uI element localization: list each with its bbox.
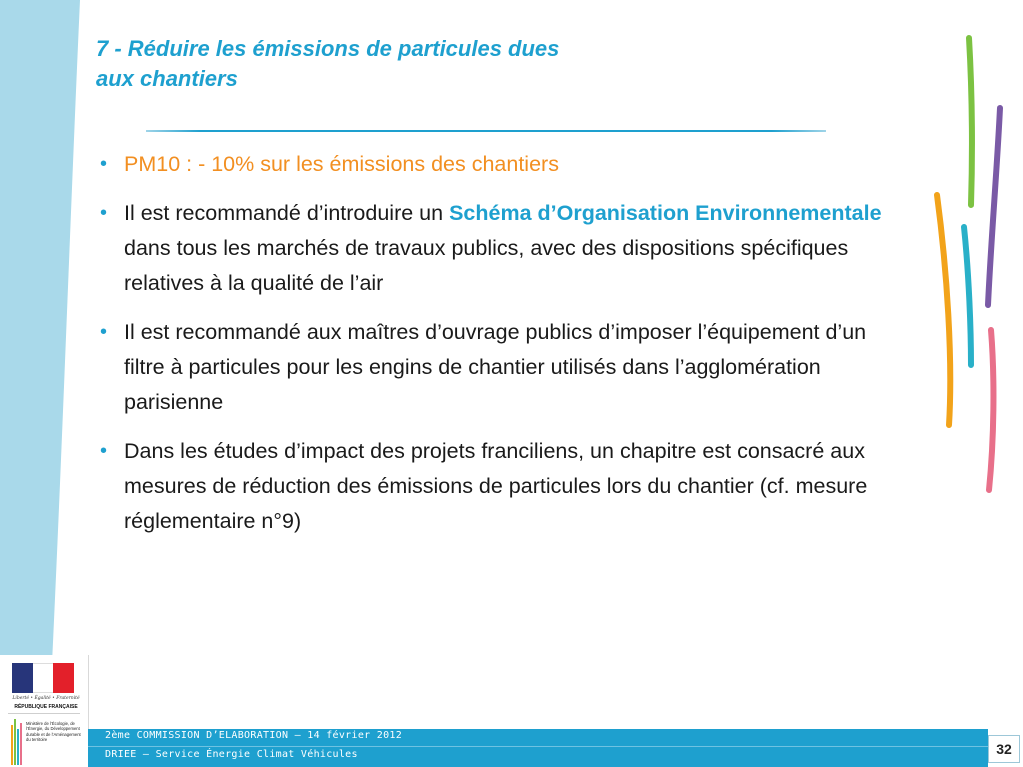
bullet-icon: • [100,440,108,462]
bullet-text: Dans les études d’impact des projets franciliens, un chapitre est consacré aux mesures de réduction des émissions de particules lors du chantier (cf. mesure réglementaire n°9) [124,439,868,533]
bullet-item [100,147,900,182]
page-number: 32 [988,735,1020,763]
slide-title [96,34,776,94]
footer-service: DRIEE – Service Énergie Climat Véhicules [105,749,358,760]
bullet-text: PM10 : - 10% sur les émissions des chantiers [124,152,559,176]
bullet-item [100,315,900,420]
logo-divider [8,713,80,714]
ministry-stripes-icon [10,719,24,765]
slide-title-line2: aux chantiers [96,66,238,91]
republique-francaise-logo [0,655,89,767]
decorative-color-stripes [925,30,1015,500]
slide-title-line1: 7 - Réduire les émissions de particules dues [96,36,560,61]
logo-republic-name: RÉPUBLIQUE FRANÇAISE [14,704,78,710]
bullet-item [100,434,900,539]
title-underline [146,130,826,132]
logo-ministry-name: Ministère de l’Écologie, de l’Énergie, du Développement durable et de l’Aménagement du territoire [26,721,81,742]
left-decorative-band [0,0,90,705]
bullet-icon: • [100,202,108,224]
footer-bar [88,729,988,767]
bullet-text: dans tous les marchés de travaux publics, avec des dispositions spécifiques relatives à la qualité de l’air [124,236,849,295]
bullet-highlight: Schéma d’Organisation Environnementale [449,201,882,225]
bullet-list [100,147,900,553]
bullet-text: Il est recommandé aux maîtres d’ouvrage publics d’imposer l’équipement d’un filtre à particules pour les engins de chantier utilisés dans l’agglomération parisienne [124,320,867,414]
bullet-icon: • [100,153,108,175]
footer-commission: 2ème COMMISSION D’ELABORATION – 14 février 2012 [105,730,403,741]
footer-divider [88,746,988,747]
bullet-icon: • [100,321,108,343]
bullet-text: Il est recommandé d’introduire un [124,201,450,225]
logo-motto: Liberté • Égalité • Fraternité [12,696,80,701]
french-flag-icon [12,663,74,693]
bullet-item [100,196,900,301]
